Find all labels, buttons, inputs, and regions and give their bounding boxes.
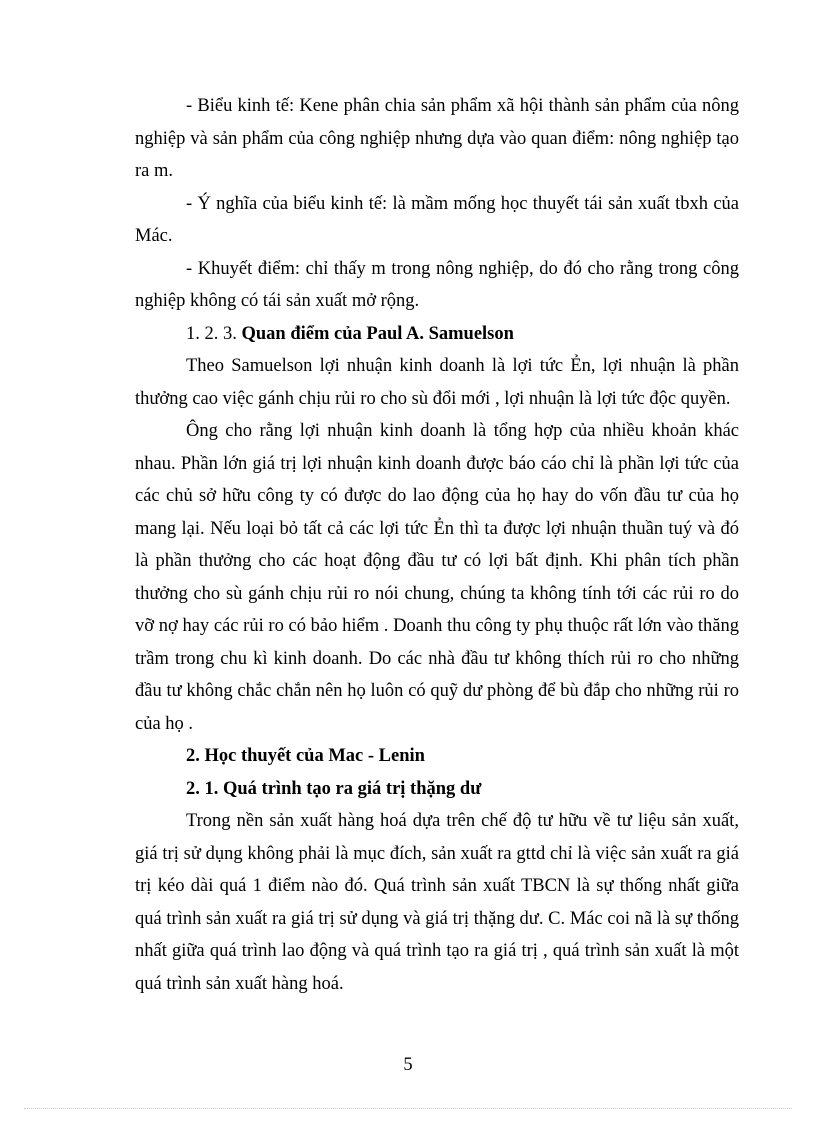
- section-heading-2: 2. Học thuyết của Mac - Lenin: [186, 746, 425, 766]
- paragraph-shortcoming: - Khuyết điểm: chỉ thấy m trong nông nghiệp, do đó cho rằng trong công nghiệp không có tái sản xuất mở rộng.: [135, 258, 739, 311]
- page-number: 5: [403, 1055, 413, 1075]
- paragraph-business-profit: Ông cho rằng lợi nhuận kinh doanh là tổng hợp của nhiều khoản khác nhau. Phần lớn giá trị lợi nhuận kinh doanh được báo cáo chỉ là phần lợi tức của các chủ sở hữu công ty có được do lao động của họ hay do vốn đầu tư của họ mang lại. Nếu loại bỏ tất cả các lợi tức Ẻn thì ta được lợi nhuận thuần tuý và đó là phần thưởng cho các hoạt động đầu tư có lợi bất định. Khi phân tích phần thưởng cho sù gánh chịu rủi ro nói chung, chúng ta không tính tới các rủi ro do vỡ nợ hay các rủi ro có bảo hiểm . Doanh thu công ty phụ thuộc rất lớn vào thăng trầm trong chu kì kinh doanh. Do các nhà đầu tư không thích rủi ro cho những đầu tư không chắc chắn nên họ luôn có quỹ dư phòng để bù đắp cho những rủi ro của họ .: [135, 421, 739, 734]
- paragraph-economic-table-meaning: - Ý nghĩa của biểu kinh tế: là mầm mống học thuyết tái sản xuất tbxh của Mác.: [135, 193, 739, 246]
- paragraph-samuelson-profit: Theo Samuelson lợi nhuận kinh doanh là lợi tức Ẻn, lợi nhuận là phần thưởng cao việc gánh chịu rủi ro cho sù đổi mới , lợi nhuận là lợi tức độc quyền.: [135, 356, 739, 409]
- paragraph-economic-table: - Biểu kinh tế: Kene phân chia sản phẩm xã hội thành sản phẩm của nông nghiệp và sản phẩm của công nghiệp nhưng dựa vào quan điểm: nông nghiệp tạo ra m.: [135, 96, 739, 181]
- paragraph-surplus-value-process: Trong nền sản xuất hàng hoá dựa trên chế độ tư hữu về tư liệu sản xuất, giá trị sử dụng không phải là mục đích, sản xuất ra gttd chỉ là việc sản xuất ra giá trị kéo dài quá 1 điểm nào đó. Quá trình sản xuất TBCN là sự thống nhất giữa quá trình sản xuất ra giá trị sử dụng và giá trị thặng dư. C. Mác coi nã là sự thống nhất giữa quá trình lao động và quá trình tạo ra giá trị , quá trình sản xuất là một quá trình sản xuất hàng hoá.: [135, 811, 739, 994]
- section-heading-2-1: 2. 1. Quá trình tạo ra giá trị thặng dư: [186, 778, 482, 799]
- page-body: [135, 90, 739, 1000]
- section-heading-1-2-3: [135, 318, 739, 351]
- section-number: 1. 2. 3.: [186, 323, 237, 344]
- section-title: Quan điểm của Paul A. Samuelson: [241, 323, 514, 344]
- page-bottom-divider: [24, 1108, 792, 1109]
